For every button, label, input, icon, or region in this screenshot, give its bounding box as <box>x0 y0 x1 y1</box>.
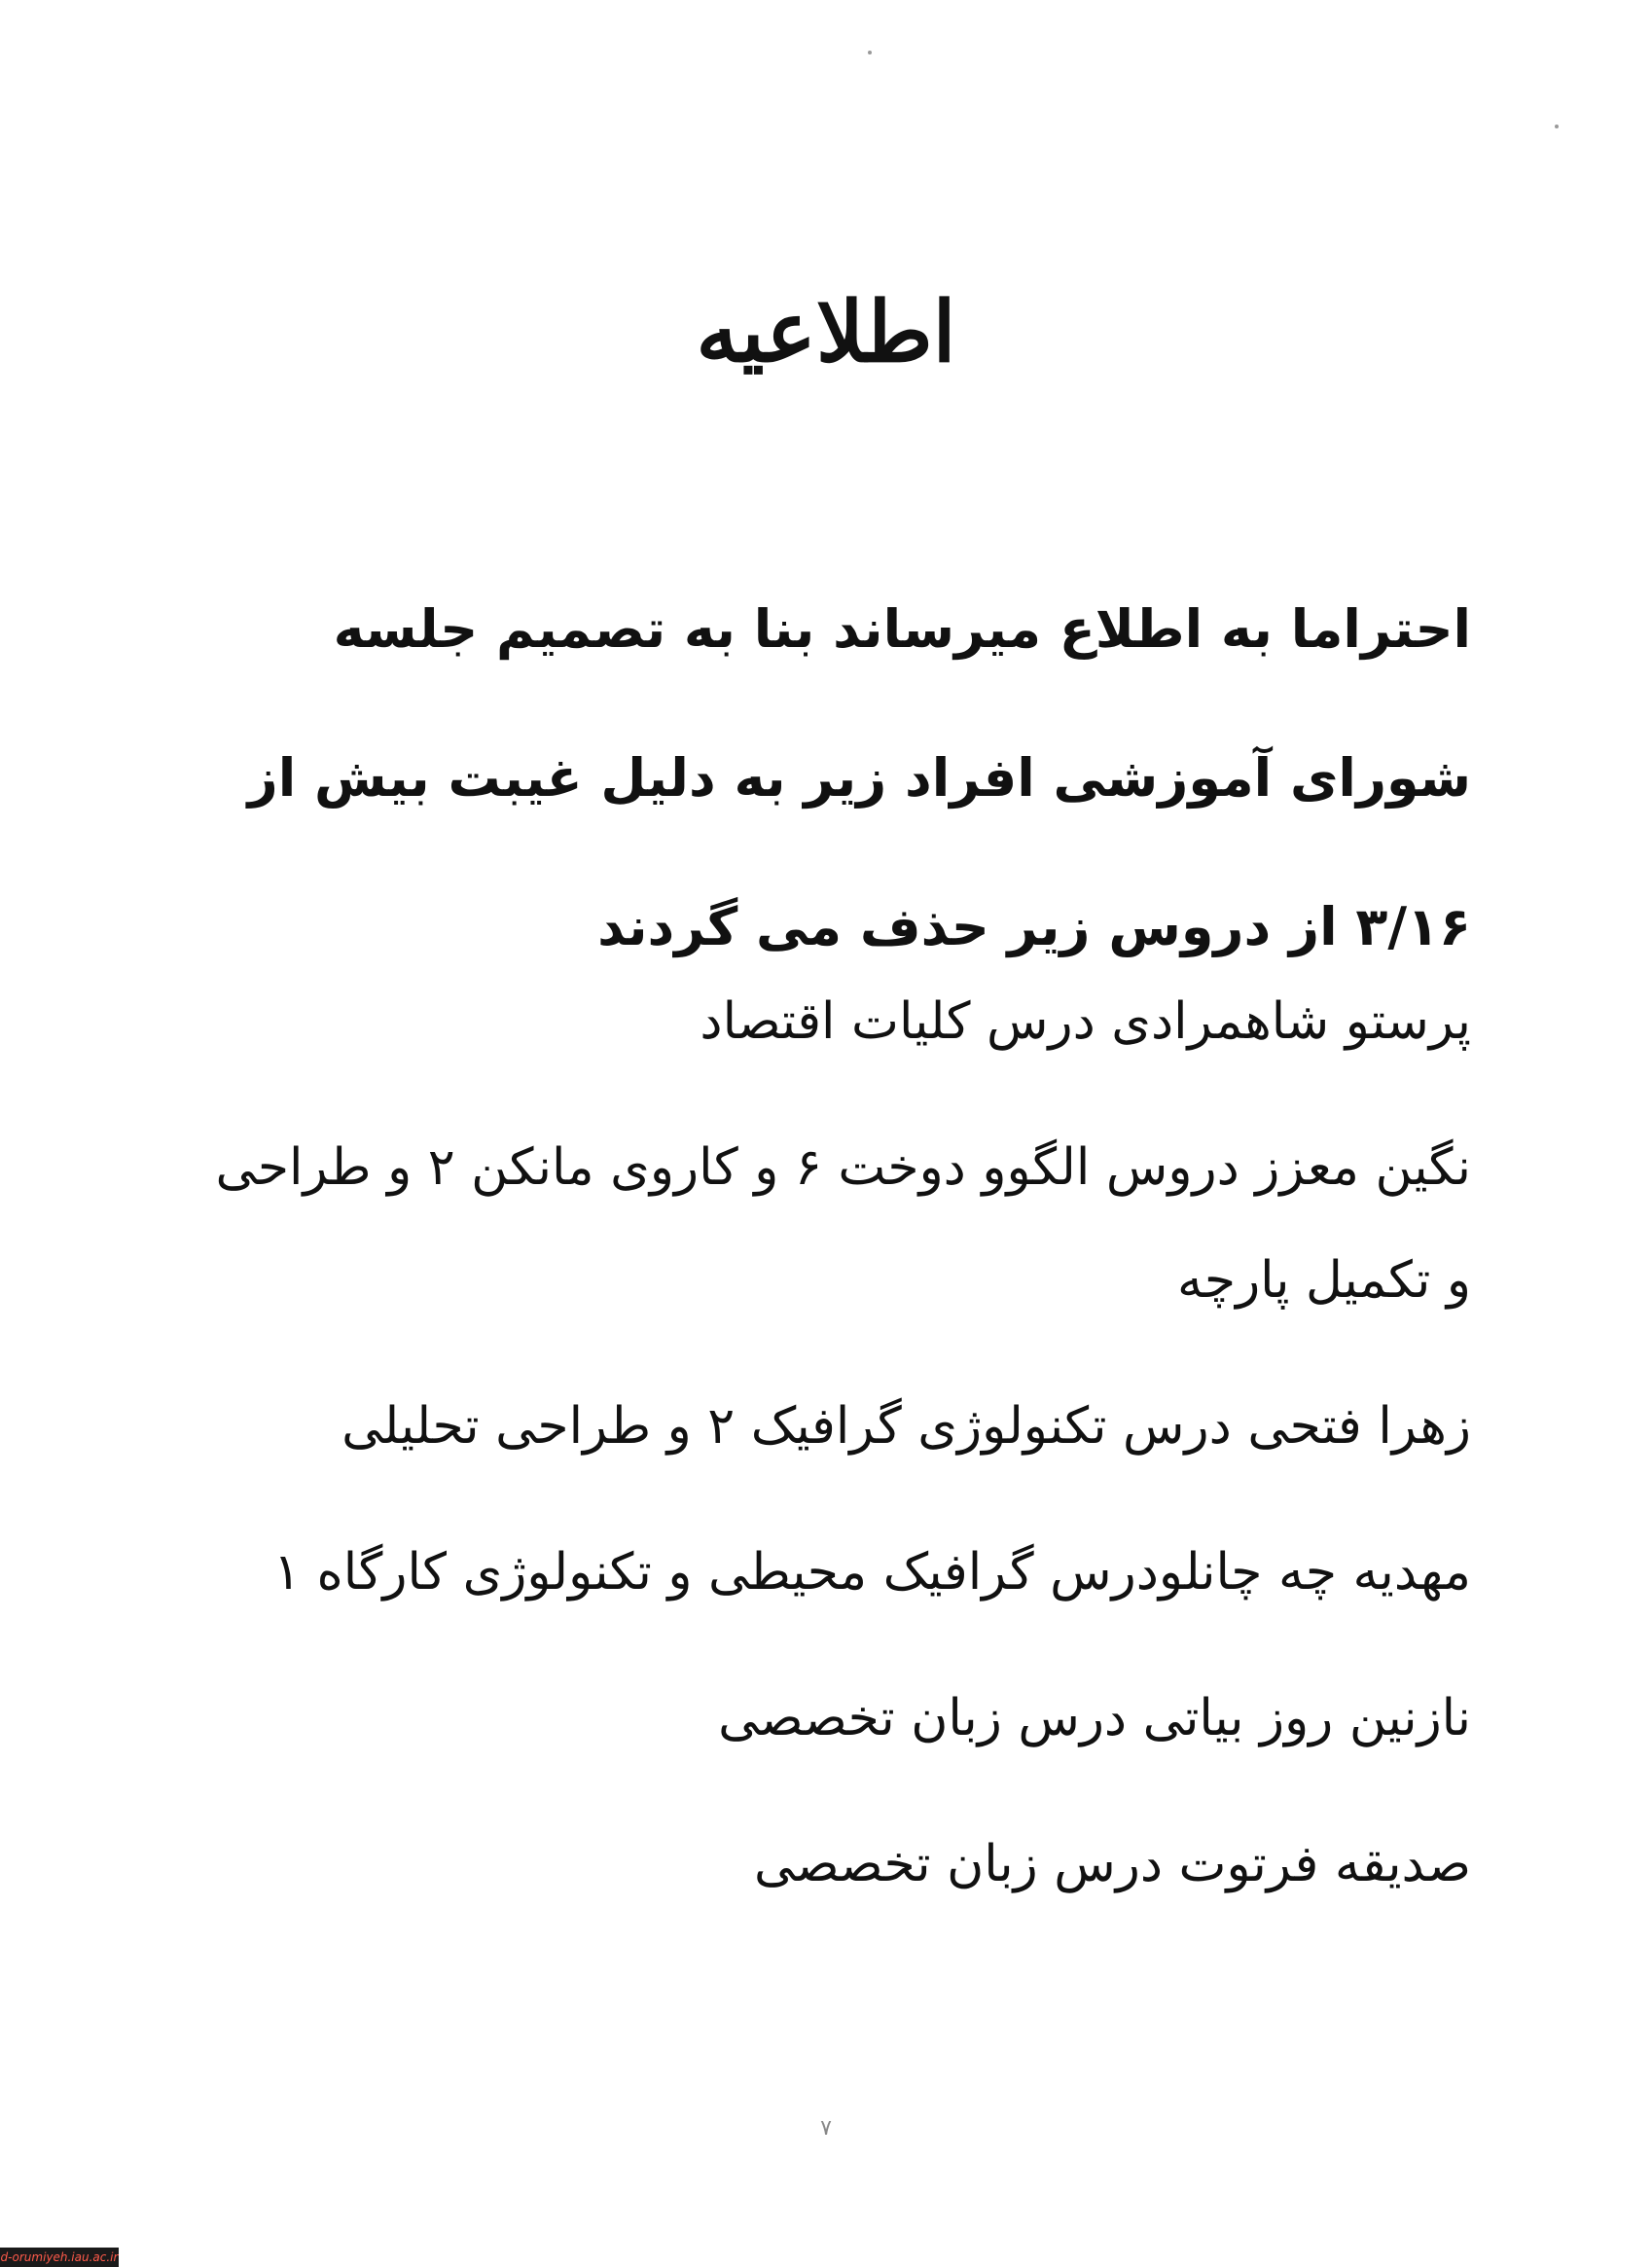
scan-speck <box>868 51 872 54</box>
document-title: اطلاعیه <box>696 283 956 381</box>
page-mark: ۷ <box>820 2116 832 2141</box>
list-item: نگین معزز دروس الگوو دوخت ۶ و کاروی مانکن ۲ و طراحی و تکمیل پارچه <box>215 1138 1471 1310</box>
student-list <box>204 965 1471 1954</box>
scan-speck <box>1555 125 1559 128</box>
intro-text: احتراما به اطلاع میرساند بنا به تصمیم جلسه شورای آموزشی افراد زیر به دلیل غیبت بیش از ۳/۱۶ از دروس زیر حذف می گردند <box>247 598 1471 957</box>
list-item: پرستو شاهمرادی درس کلیات اقتصاد <box>700 992 1471 1051</box>
list-item: صدیقه فرتوت درس زبان تخصصی <box>754 1835 1471 1893</box>
site-watermark: d-orumiyeh.iau.ac.ir <box>0 2248 119 2267</box>
list-item: مهدیه چه چانلودرس گرافیک محیطی و تکنولوژی کارگاه ۱ <box>273 1543 1471 1601</box>
intro-paragraph <box>204 555 1471 1001</box>
list-item: نازنین روز بیاتی درس زبان تخصصی <box>718 1689 1471 1747</box>
list-item: زهرا فتحی درس تکنولوژی گرافیک ۲ و طراحی تحلیلی <box>341 1397 1471 1456</box>
